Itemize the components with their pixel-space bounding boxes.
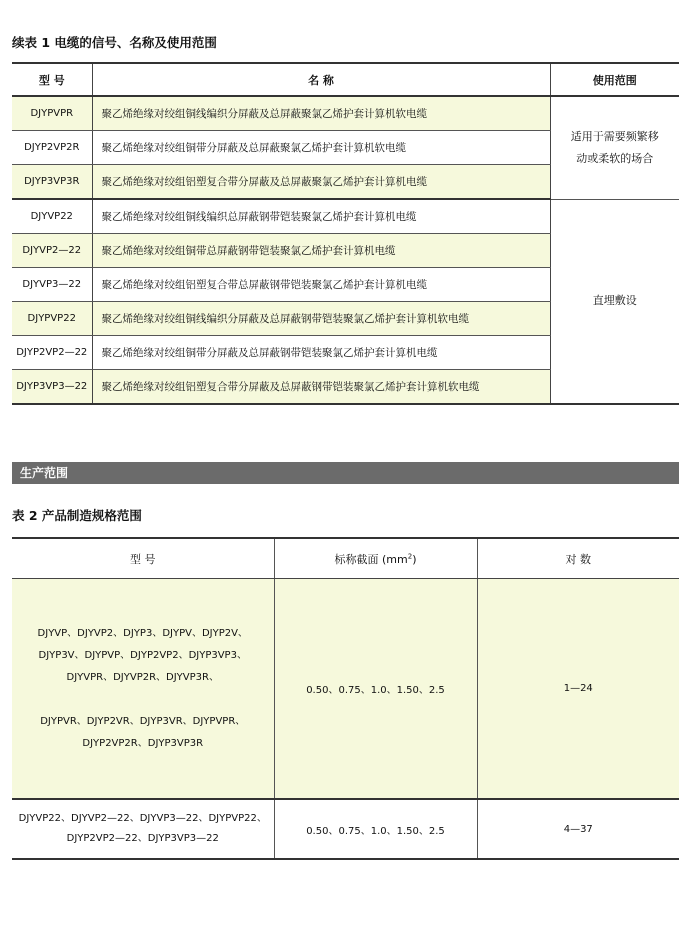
header-model: 型 号 (12, 63, 92, 96)
model-cell (12, 799, 274, 859)
model-cell: DJYP2VP2—22 (12, 336, 92, 370)
model-cell: DJYP2VP2R (12, 131, 92, 165)
model-line: DJYVP、DJYVP2、DJYP3、DJYPV、DJYP2V、 (37, 627, 248, 639)
header-name: 名 称 (92, 63, 550, 96)
model-line: DJYP2VP2R、DJYP3VP3R (82, 737, 204, 749)
name-cell: 聚乙烯绝缘对绞组铜线编织分屏蔽及总屏蔽聚氯乙烯护套计算机软电缆 (92, 96, 550, 131)
table2-header-row (12, 538, 679, 579)
model-cell: DJYP3VP3R (12, 165, 92, 200)
header-usage: 使用范围 (550, 63, 679, 96)
table1-title: 续表 1 电缆的信号、名称及使用范围 (12, 35, 217, 50)
model-cell: DJYVP22 (12, 199, 92, 234)
model-cell (12, 579, 274, 800)
section-heading: 生产范围 (12, 462, 679, 484)
table-row (12, 96, 679, 131)
model-line: DJYVPR、DJYVP2R、DJYVP3R、 (66, 671, 219, 683)
pairs-cell: 1—24 (477, 579, 679, 800)
usage-cell-buried: 直埋敷设 (550, 199, 679, 404)
spec-range-table (12, 537, 679, 860)
header-section (274, 538, 477, 579)
model-cell: DJYPVP22 (12, 302, 92, 336)
name-cell: 聚乙烯绝缘对绞组铜线编织总屏蔽钢带铠装聚氯乙烯护套计算机电缆 (92, 199, 550, 234)
pairs-cell: 4—37 (477, 799, 679, 859)
table1-header-row (12, 63, 679, 96)
table-row (12, 799, 679, 859)
usage-cell-flexible (550, 96, 679, 199)
header-section-suffix: ) (412, 552, 417, 566)
model-line: DJYP2VP2—22、DJYP3VP3—22 (66, 833, 219, 844)
cable-table (12, 62, 679, 405)
usage-line: 适用于需要频繁移 (570, 129, 659, 143)
usage-line: 动或柔软的场合 (576, 151, 654, 165)
header-section-text: 标称截面 (mm (334, 552, 408, 566)
model-cell: DJYP3VP3—22 (12, 370, 92, 405)
name-cell: 聚乙烯绝缘对绞组铝塑复合带分屏蔽及总屏蔽钢带铠装聚氯乙烯护套计算机软电缆 (92, 370, 550, 405)
spacer (12, 689, 274, 711)
table-row (12, 579, 679, 800)
header-model: 型 号 (12, 538, 274, 579)
model-cell: DJYPVPR (12, 96, 92, 131)
model-line: DJYPVR、DJYP2VR、DJYP3VR、DJYPVPR、 (40, 715, 246, 727)
name-cell: 聚乙烯绝缘对绞组铜线编织分屏蔽及总屏蔽钢带铠装聚氯乙烯护套计算机软电缆 (92, 302, 550, 336)
section-cell: 0.50、0.75、1.0、1.50、2.5 (274, 799, 477, 859)
name-cell: 聚乙烯绝缘对绞组铜带总屏蔽钢带铠装聚氯乙烯护套计算机电缆 (92, 234, 550, 268)
table-row (12, 199, 679, 234)
name-cell: 聚乙烯绝缘对绞组铜带分屏蔽及总屏蔽钢带铠装聚氯乙烯护套计算机电缆 (92, 336, 550, 370)
name-cell: 聚乙烯绝缘对绞组铝塑复合带分屏蔽及总屏蔽聚氯乙烯护套计算机电缆 (92, 165, 550, 200)
header-pairs: 对 数 (477, 538, 679, 579)
name-cell: 聚乙烯绝缘对绞组铜带分屏蔽及总屏蔽聚氯乙烯护套计算机软电缆 (92, 131, 550, 165)
model-cell: DJYVP3—22 (12, 268, 92, 302)
header-section-sup: 2 (407, 551, 413, 560)
table2-title: 表 2 产品制造规格范围 (12, 508, 142, 523)
model-line: DJYP3V、DJYPVP、DJYP2VP2、DJYP3VP3、 (38, 649, 247, 661)
model-cell: DJYVP2—22 (12, 234, 92, 268)
section-cell: 0.50、0.75、1.0、1.50、2.5 (274, 579, 477, 800)
model-line: DJYVP22、DJYVP2—22、DJYVP3—22、DJYPVP22、 (18, 813, 267, 824)
name-cell: 聚乙烯绝缘对绞组铝塑复合带总屏蔽钢带铠装聚氯乙烯护套计算机电缆 (92, 268, 550, 302)
